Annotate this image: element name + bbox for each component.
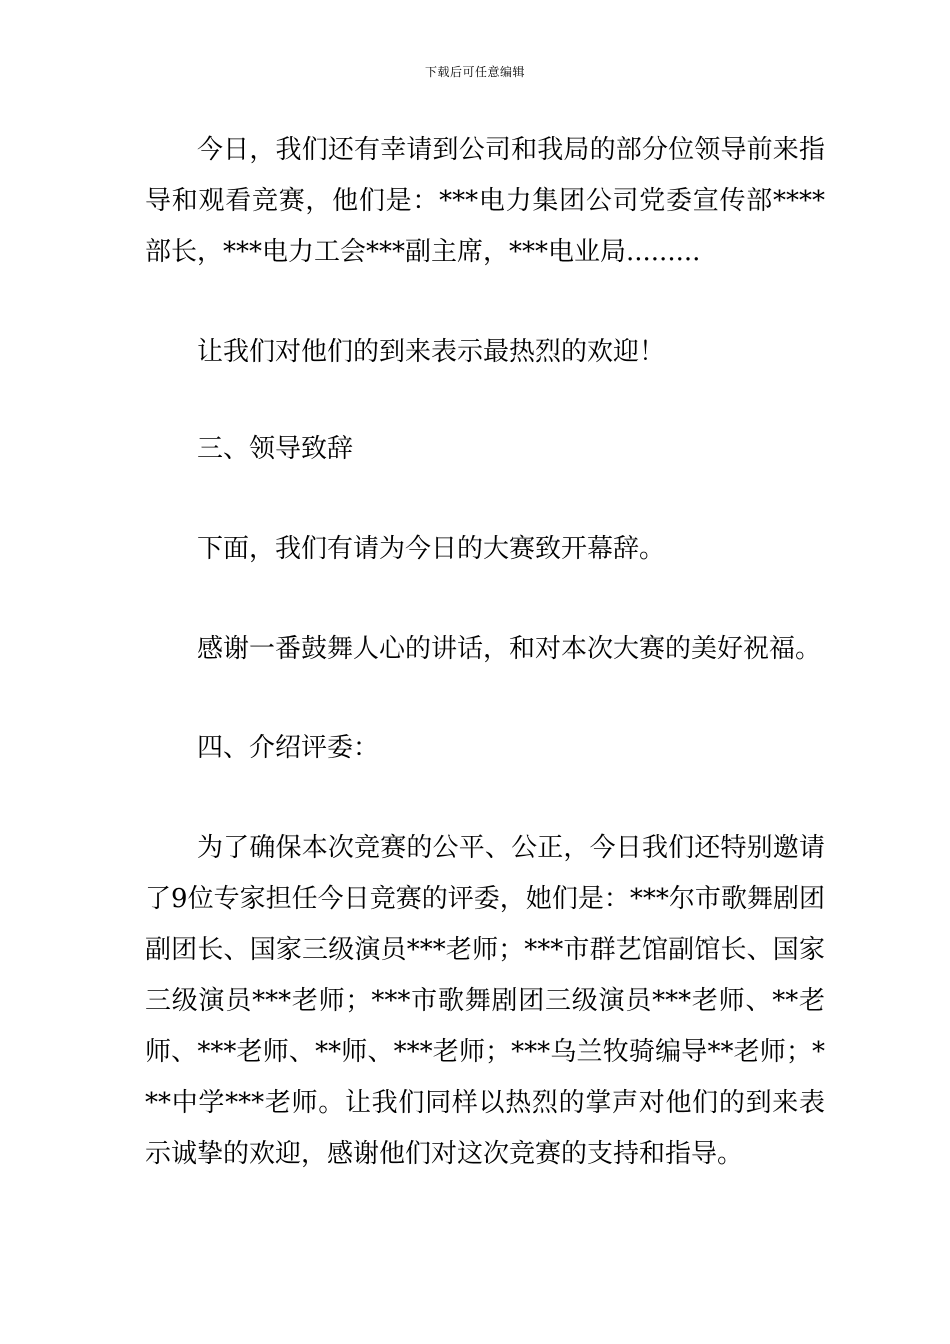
paragraph-opening-speech: 下面，我们有请为今日的大赛致开幕辞。 bbox=[197, 534, 666, 564]
page-header: 下载后可任意编辑 bbox=[424, 65, 525, 79]
paragraph-welcome-leaders: 让我们对他们的到来表示最热烈的欢迎！ bbox=[197, 337, 666, 367]
paragraph-thanks-speech: 感谢一番鼓舞人心的讲话，和对本次大赛的美好祝福。 bbox=[197, 634, 822, 664]
section-heading-introduce-judges: 四、介绍评委： bbox=[197, 733, 380, 763]
section-heading-leader-speech: 三、领导致辞 bbox=[197, 434, 354, 464]
paragraph-leaders-introduction: 今日，我们还有幸请到公司和我局的部分位领导前来指导和观看竞赛，他们是：***电力集团公司党委宣传部****部长，***电力工会***副主席，***电业局......... bbox=[145, 135, 825, 267]
paragraph-judges-list: 为了确保本次竞赛的公平、公正，今日我们还特别邀请了9位专家担任今日竞赛的评委，她们是：***尔市歌舞剧团副团长、国家三级演员***老师；***市群艺馆副馆长、国家三级演员***老师；***市歌舞剧团三级演员***老师、**老师、***老师、**师、***老师；***乌兰牧骑编导**老师；***中学***老师。让我们同样以热烈的掌声对他们的到来表示诚挚的欢迎，感谢他们对这次竞赛的支持和指导。 bbox=[145, 833, 825, 1169]
